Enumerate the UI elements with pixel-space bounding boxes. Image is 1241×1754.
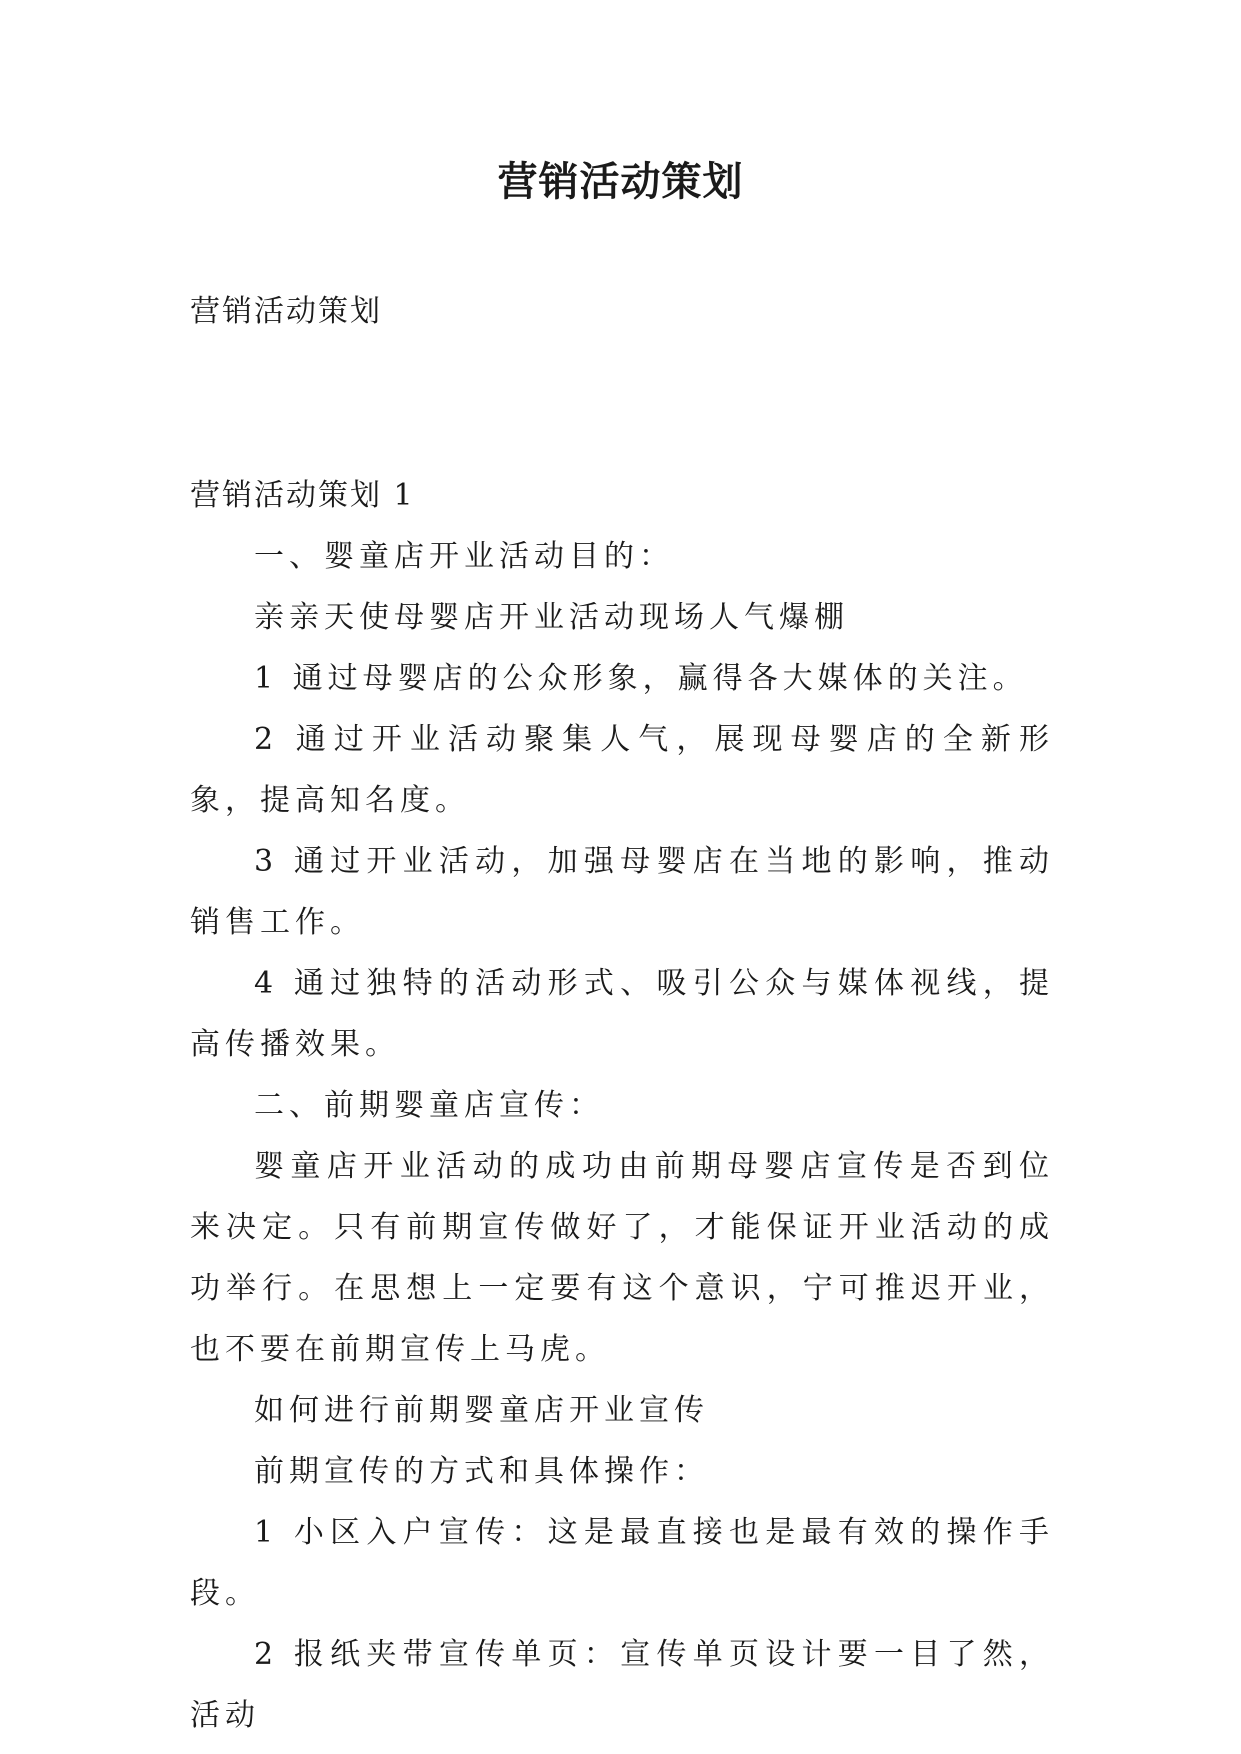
paragraph: 1 通过母婴店的公众形象，赢得各大媒体的关注。 <box>254 661 1028 696</box>
document-subtitle: 营销活动策划 <box>190 294 382 329</box>
paragraph: 一、婴童店开业活动目的： <box>254 539 674 574</box>
paragraph: 4 通过独特的活动形式、吸引公众与媒体视线，提高传播效果。 <box>190 966 1054 1062</box>
paragraph: 2 报纸夹带宣传单页：宣传单页设计要一目了然，活动 <box>190 1637 1054 1733</box>
paragraph: 2 通过开业活动聚集人气，展现母婴店的全新形象，提高知名度。 <box>190 722 1054 818</box>
section-heading: 营销活动策划 1 <box>190 478 415 513</box>
paragraph: 如何进行前期婴童店开业宣传 <box>254 1393 709 1428</box>
paragraph: 亲亲天使母婴店开业活动现场人气爆棚 <box>254 600 849 635</box>
paragraph: 前期宣传的方式和具体操作： <box>254 1454 709 1489</box>
paragraph: 二、前期婴童店宣传： <box>254 1088 604 1123</box>
document-body <box>190 465 1054 1746</box>
document-title: 营销活动策划 <box>497 159 744 205</box>
paragraph: 3 通过开业活动，加强母婴店在当地的影响，推动销售工作。 <box>190 844 1054 940</box>
paragraph: 1 小区入户宣传：这是最直接也是最有效的操作手段。 <box>190 1515 1054 1611</box>
paragraph: 婴童店开业活动的成功由前期母婴店宣传是否到位来决定。只有前期宣传做好了，才能保证开业活动的成功举行。在思想上一定要有这个意识，宁可推迟开业，也不要在前期宣传上马虎。 <box>190 1149 1054 1367</box>
